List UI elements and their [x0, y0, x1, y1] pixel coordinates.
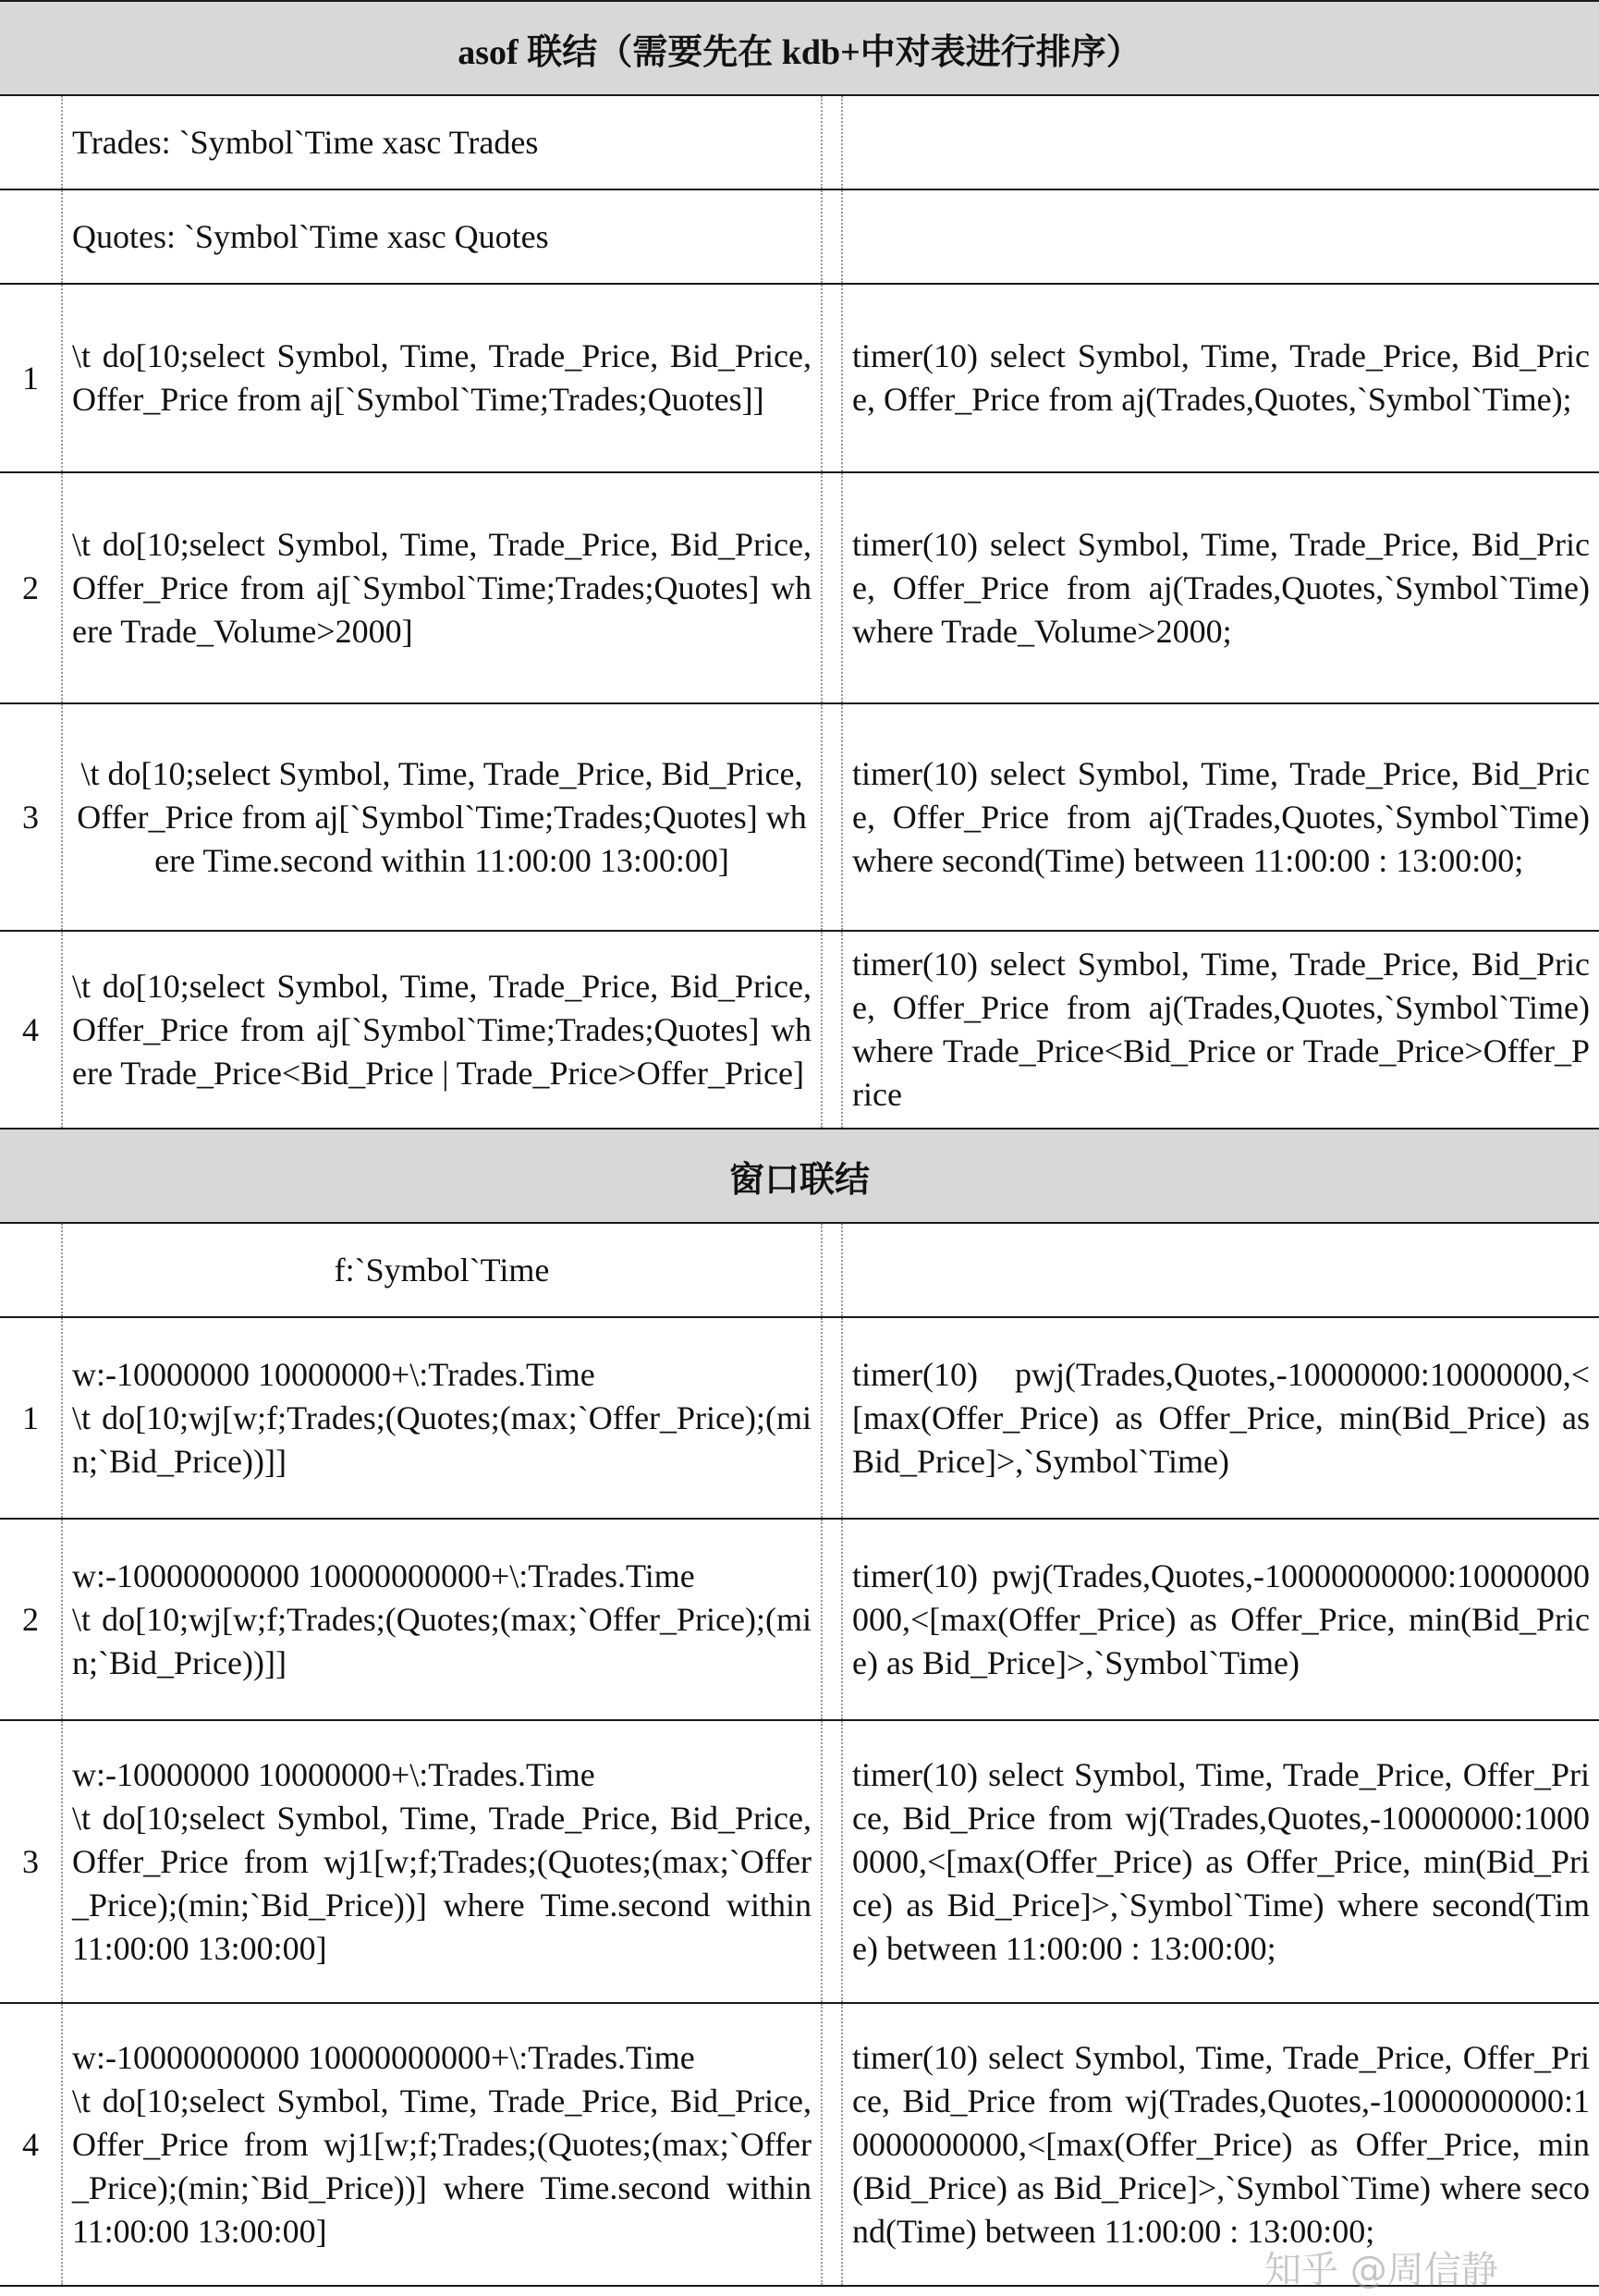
row-number: [0, 95, 62, 189]
kdb-code-cell: Trades: `Symbol`Time xasc Trades: [62, 95, 822, 189]
column-gap: [822, 1720, 842, 2003]
row-number: 2: [0, 1519, 62, 1720]
dolphindb-code-cell: timer(10) select Symbol, Time, Trade_Price, Offer_Price, Bid_Price from wj(Trades,Quotes,-10000000000:10000000000,<[max(Offer_Price) as Offer_Price, min(Bid_Price) as Bid_Price]>,`Symbol`Time) where second(Time) between 11:00:00 : 13:00:00;: [842, 2003, 1599, 2286]
dolphindb-code-cell: [842, 1223, 1599, 1317]
column-gap: [822, 2003, 842, 2286]
column-gap: [822, 703, 842, 931]
kdb-code-cell: w:-10000000000 10000000000+\:Trades.Time \t do[10;select Symbol, Time, Trade_Price, Bid_Price, Offer_Price from wj1[w;f;Trades;(Quotes;(max;`Offer_Price);(min;`Bid_Price))] where Time.second within 11:00:00 13:00:00]: [62, 2003, 822, 2286]
kdb-code-cell: f:`Symbol`Time: [62, 1223, 822, 1317]
section-title: 窗口联结: [0, 1129, 1599, 1223]
row-number: [0, 1223, 62, 1317]
table-row: [0, 189, 1599, 284]
row-number: 1: [0, 1317, 62, 1519]
kdb-code-cell: w:-10000000 10000000+\:Trades.Time \t do[10;wj[w;f;Trades;(Quotes;(max;`Offer_Price);(min;`Bid_Price))]]: [62, 1317, 822, 1519]
row-number: 3: [0, 1720, 62, 2003]
column-gap: [822, 1519, 842, 1720]
column-gap: [822, 1317, 842, 1519]
dolphindb-code-cell: timer(10) pwj(Trades,Quotes,-10000000:10000000,<[max(Offer_Price) as Offer_Price, min(Bid_Price) as Bid_Price]>,`Symbol`Time): [842, 1317, 1599, 1519]
table-row: [0, 1720, 1599, 2003]
row-number: 4: [0, 931, 62, 1129]
table-row: [0, 284, 1599, 472]
row-number: [0, 189, 62, 284]
kdb-code-cell: \t do[10;select Symbol, Time, Trade_Price, Bid_Price, Offer_Price from aj[`Symbol`Time;Trades;Quotes] where Trade_Volume>2000]: [62, 472, 822, 703]
table-row: [0, 95, 1599, 189]
dolphindb-code-cell: timer(10) select Symbol, Time, Trade_Price, Bid_Price, Offer_Price from aj(Trades,Quotes,`Symbol`Time) where Trade_Price<Bid_Price or Trade_Price>Offer_Price: [842, 931, 1599, 1129]
column-gap: [822, 1223, 842, 1317]
table-row: [0, 472, 1599, 703]
column-gap: [822, 95, 842, 189]
row-number: 4: [0, 2003, 62, 2286]
column-gap: [822, 284, 842, 472]
column-gap: [822, 472, 842, 703]
row-number: 2: [0, 472, 62, 703]
kdb-code-cell: \t do[10;select Symbol, Time, Trade_Price, Bid_Price, Offer_Price from aj[`Symbol`Time;Trades;Quotes] where Time.second within 11:00:00 13:00:00]: [62, 703, 822, 931]
column-gap: [822, 189, 842, 284]
watermark: 知乎 @周信静: [1264, 2249, 1498, 2291]
dolphindb-code-cell: timer(10) pwj(Trades,Quotes,-10000000000:10000000000,<[max(Offer_Price) as Offer_Price, min(Bid_Price) as Bid_Price]>,`Symbol`Time): [842, 1519, 1599, 1720]
table-body: [0, 1, 1599, 2286]
dolphindb-code-cell: timer(10) select Symbol, Time, Trade_Price, Bid_Price, Offer_Price from aj(Trades,Quotes,`Symbol`Time) where Trade_Volume>2000;: [842, 472, 1599, 703]
dolphindb-code-cell: timer(10) select Symbol, Time, Trade_Price, Offer_Price, Bid_Price from wj(Trades,Quotes,-10000000:10000000,<[max(Offer_Price) as Offer_Price, min(Bid_Price) as Bid_Price]>,`Symbol`Time) where second(Time) between 11:00:00 : 13:00:00;: [842, 1720, 1599, 2003]
kdb-code-cell: w:-10000000000 10000000000+\:Trades.Time \t do[10;wj[w;f;Trades;(Quotes;(max;`Offer_Price);(min;`Bid_Price))]]: [62, 1519, 822, 1720]
section-title: asof 联结（需要先在 kdb+中对表进行排序）: [0, 1, 1599, 95]
section-header: [0, 1, 1599, 95]
dolphindb-code-cell: [842, 95, 1599, 189]
kdb-code-cell: \t do[10;select Symbol, Time, Trade_Price, Bid_Price, Offer_Price from aj[`Symbol`Time;Trades;Quotes]]: [62, 284, 822, 472]
table-row: [0, 1223, 1599, 1317]
dolphindb-code-cell: timer(10) select Symbol, Time, Trade_Price, Bid_Price, Offer_Price from aj(Trades,Quotes,`Symbol`Time);: [842, 284, 1599, 472]
row-number: 3: [0, 703, 62, 931]
section-header: [0, 1129, 1599, 1223]
table-row: [0, 931, 1599, 1129]
kdb-code-cell: w:-10000000 10000000+\:Trades.Time \t do[10;select Symbol, Time, Trade_Price, Bid_Price, Offer_Price from wj1[w;f;Trades;(Quotes;(max;`Offer_Price);(min;`Bid_Price))] where Time.second within 11:00:00 13:00:00]: [62, 1720, 822, 2003]
dolphindb-code-cell: timer(10) select Symbol, Time, Trade_Price, Bid_Price, Offer_Price from aj(Trades,Quotes,`Symbol`Time) where second(Time) between 11:00:00 : 13:00:00;: [842, 703, 1599, 931]
table-row: [0, 703, 1599, 931]
dolphindb-code-cell: [842, 189, 1599, 284]
column-gap: [822, 931, 842, 1129]
row-number: 1: [0, 284, 62, 472]
table-row: [0, 1519, 1599, 1720]
kdb-code-cell: \t do[10;select Symbol, Time, Trade_Price, Bid_Price, Offer_Price from aj[`Symbol`Time;Trades;Quotes] where Trade_Price<Bid_Price | Trade_Price>Offer_Price]: [62, 931, 822, 1129]
table-row: [0, 1317, 1599, 1519]
kdb-code-cell: Quotes: `Symbol`Time xasc Quotes: [62, 189, 822, 284]
